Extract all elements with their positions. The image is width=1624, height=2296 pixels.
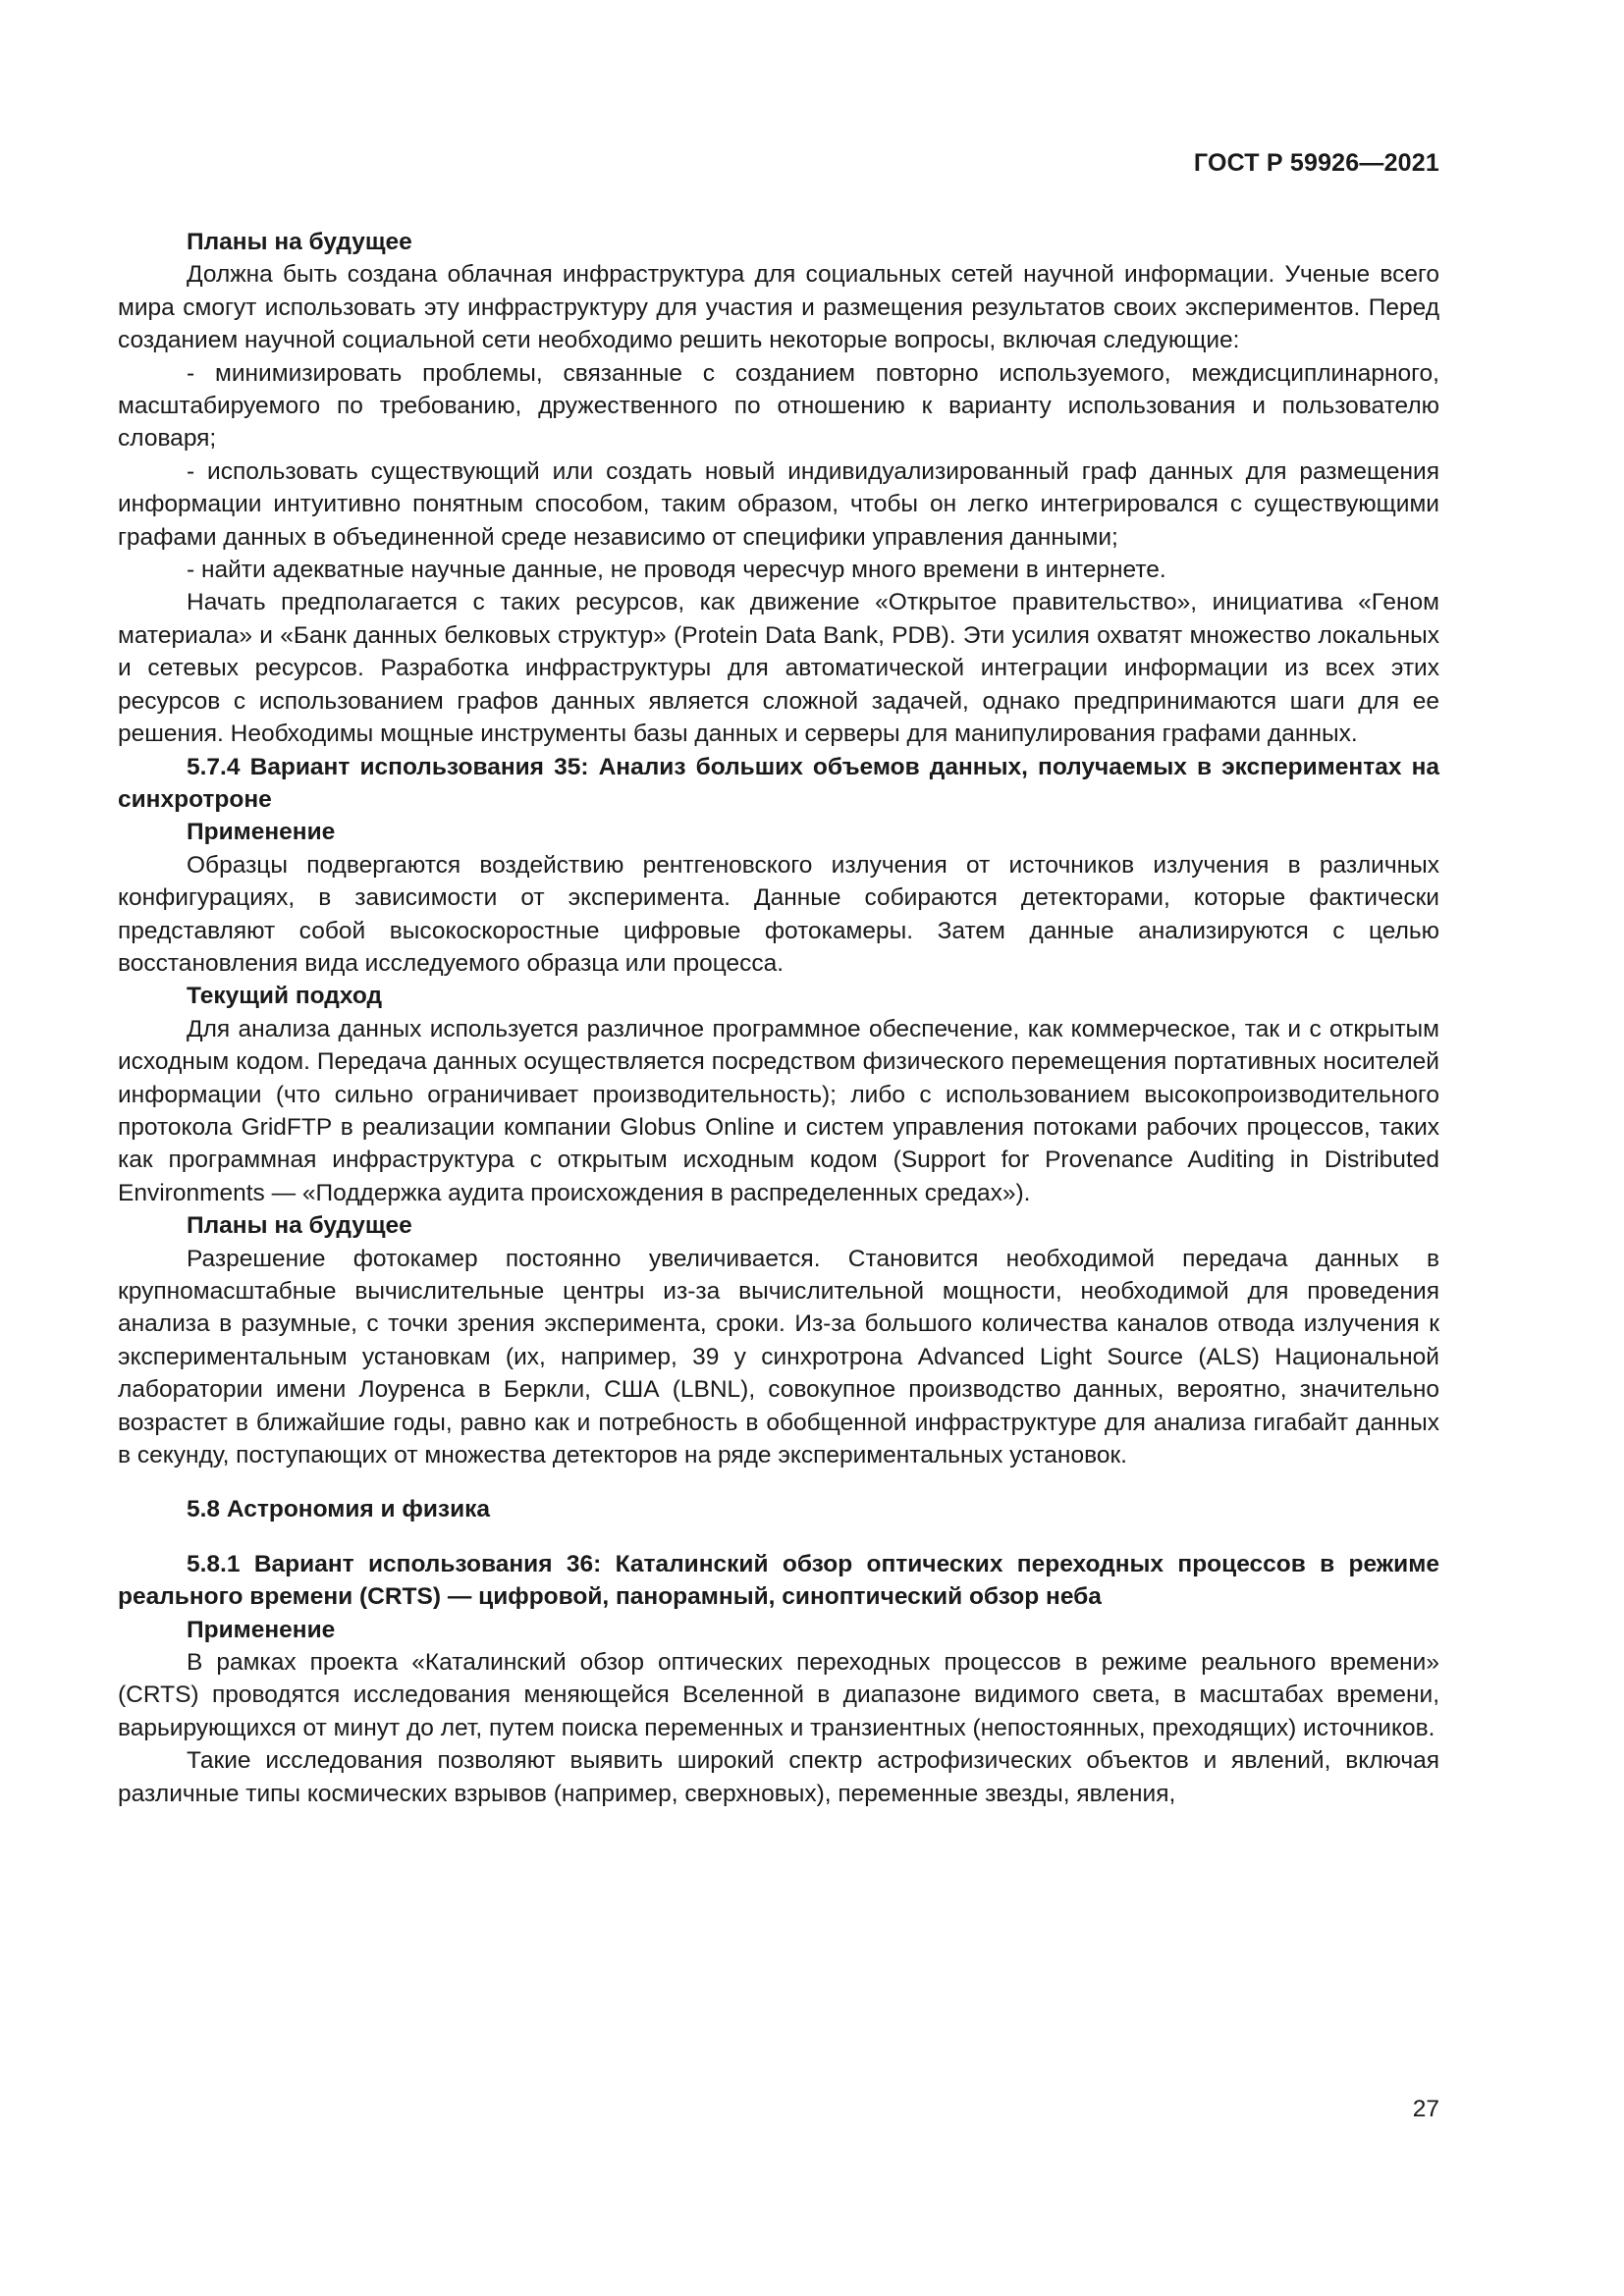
section-heading-5-8-1: 5.8.1 Вариант использования 36: Каталинский обзор оптических переходных процессов в режиме реального времени (CRTS) — цифровой, панорамный, синоптический обзор неба <box>118 1550 1439 1611</box>
subheading-future-plans: Планы на будущее <box>187 1212 412 1240</box>
paragraph: Разрешение фотокамер постоянно увеличивается. Становится необходимой передача данных в крупномасштабные вычислительные центры из-за вычислительной мощности, необходимой для проведения анализа в разумные, с точки зрения эксперимента, сроки. Из-за большого количества каналов отвода излучения к экспериментальным установкам (их, например, 39 у синхротрона Advanced Light Source (ALS) Национальной лаборатории имени Лоуренса в Беркли, США (LBNL), совокупное производство данных, вероятно, значительно возрастет в ближайшие годы, равно как и потребность в обобщенной инфраструктуре для анализа гигабайт данных в секунду, поступающих от множества детекторов на ряде экспериментальных установок. <box>118 1245 1439 1469</box>
paragraph: Для анализа данных используется различное программное обеспечение, как коммерческое, так и с открытым исходным кодом. Передача данных осуществляется посредством физического перемещения портативных носителей информации (что сильно ограничивает производительность); либо с использованием высокопроизводительного протокола GridFTP в реализации компании Globus Online и систем управления потоками рабочих процессов, таких как программная инфраструктура с открытым исходным кодом (Support for Provenance Auditing in Distributed Environments — «Поддержка аудита происхождения в распределенных средах»). <box>118 1015 1439 1206</box>
section-heading-5-7-4: 5.7.4 Вариант использования 35: Анализ больших объемов данных, получаемых в экспериментах на синхротроне <box>118 753 1439 813</box>
page-number: 27 <box>1412 2096 1439 2122</box>
subheading-application: Применение <box>187 1616 336 1643</box>
subheading-future-plans: Планы на будущее <box>187 229 412 255</box>
paragraph: Начать предполагается с таких ресурсов, как движение «Открытое правительство», инициатива «Геном материала» и «Банк данных белковых структур» (Protein Data Bank, PDB). Эти усилия охватят множество локальных и сетевых ресурсов. Разработка инфраструктуры для автоматической интеграции информации из всех этих ресурсов с использованием графов данных является сложной задачей, однако предпринимаются шаги для ее решения. Необходимы мощные инструменты базы данных и серверы для манипулирования графами данных. <box>118 589 1439 748</box>
paragraph: Образцы подвергаются воздействию рентгеновского излучения от источников излучения в различных конфигурациях, в зависимости от эксперимента. Данные собираются детекторами, которые фактически представляют собой высокоскоростные цифровые фотокамеры. Затем данные анализируются с целью восстановления вида исследуемого образца или процесса. <box>118 851 1439 977</box>
section-heading-5-8: 5.8 Астрономия и физика <box>187 1496 491 1523</box>
paragraph: Должна быть создана облачная инфраструктура для социальных сетей научной информации. Ученые всего мира смогут использовать эту инфраструктуру для участия и размещения результатов своих экспериментов. Перед созданием научной социальной сети необходимо решить некоторые вопросы, включая следующие: <box>118 261 1439 354</box>
list-item: - найти адекватные научные данные, не проводя чересчур много времени в интернете. <box>187 557 1166 584</box>
document-code-header: ГОСТ Р 59926—2021 <box>1193 149 1439 177</box>
list-item: - минимизировать проблемы, связанные с созданием повторно используемого, междисциплинарного, масштабируемого по требованию, дружественного по отношению к варианту использования и пользователю словаря; <box>118 359 1439 453</box>
subheading-current-approach: Текущий подход <box>187 983 383 1010</box>
paragraph: Такие исследования позволяют выявить широкий спектр астрофизических объектов и явлений, включая различные типы космических взрывов (например, сверхновых), переменные звезды, явления, <box>118 1747 1439 1807</box>
list-item: - использовать существующий или создать новый индивидуализированный граф данных для размещения информации интуитивно понятным способом, таким образом, чтобы он легко интегрировался с существующими графами данных в объединенной среде независимо от специфики управления данными; <box>118 457 1439 551</box>
subheading-application: Применение <box>187 819 336 846</box>
paragraph: В рамках проекта «Каталинский обзор оптических переходных процессов в режиме реального времени» (CRTS) проводятся исследования меняющейся Вселенной в диапазоне видимого света, в масштабах времени, варьирующихся от минут до лет, путем поиска переменных и транзиентных (непостоянных, преходящих) источников. <box>118 1649 1439 1741</box>
document-body <box>118 226 1439 1810</box>
